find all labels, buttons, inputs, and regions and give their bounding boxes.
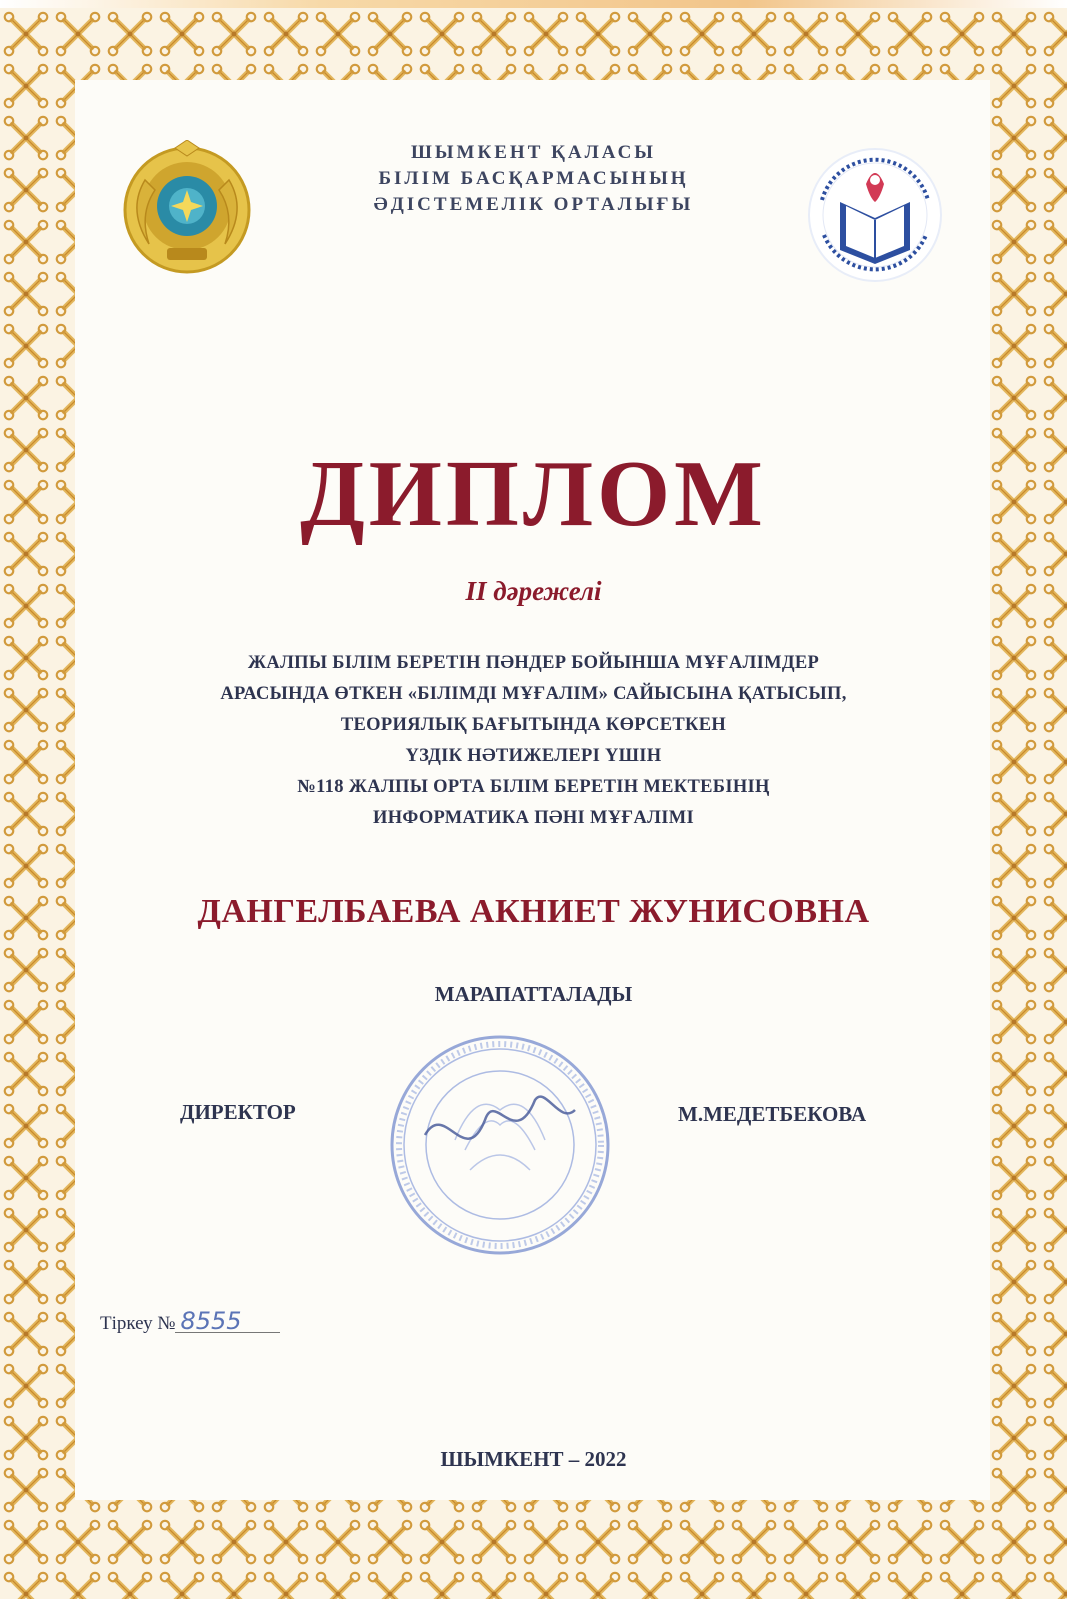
degree-label: ІІ дәрежелі bbox=[465, 576, 602, 606]
registration-field bbox=[100, 1307, 280, 1335]
registration-label: Тіркеу № bbox=[100, 1313, 176, 1334]
reason-line-4: ҮЗДІК НӘТИЖЕЛЕРІ ҮШІН bbox=[405, 746, 662, 766]
reason-line-2: АРАСЫНДА ӨТКЕН «БІЛІМДІ МҰҒАЛІМ» САЙЫСЫНА ҚАТЫСЫП, bbox=[220, 684, 847, 704]
reason-line-1: ЖАЛПЫ БІЛІМ БЕРЕТІН ПӘНДЕР БОЙЫНША МҰҒАЛІМДЕР bbox=[247, 653, 820, 673]
signatory-name: М.МЕДЕТБЕКОВА bbox=[678, 1102, 867, 1126]
methodical-center-book-logo-icon bbox=[800, 140, 950, 290]
registration-number: 8555 bbox=[175, 1310, 280, 1333]
place-and-year: ШЫМКЕНТ – 2022 bbox=[440, 1447, 627, 1471]
round-stamp-with-signature-icon bbox=[385, 1030, 615, 1260]
top-edge-strip bbox=[0, 0, 1067, 8]
recipient-name: ДАНГЕЛБАЕВА АКНИЕТ ЖУНИСОВНА bbox=[197, 893, 870, 930]
award-reason bbox=[0, 648, 1067, 834]
reason-line-6: ИНФОРМАТИКА ПӘНІ МҰҒАЛІМІ bbox=[373, 808, 694, 828]
director-label: ДИРЕКТОР bbox=[180, 1100, 296, 1124]
diploma-title: ДИПЛОМ bbox=[300, 442, 767, 546]
issuer-line-1: ШЫМКЕНТ ҚАЛАСЫ bbox=[411, 142, 656, 163]
issuer-line-3: ӘДІСТЕМЕЛІК ОРТАЛЫҒЫ bbox=[373, 194, 694, 215]
reason-line-3: ТЕОРИЯЛЫҚ БАҒЫТЫНДА КӨРСЕТКЕН bbox=[340, 715, 727, 735]
award-verb: МАРАПАТТАЛАДЫ bbox=[434, 982, 633, 1006]
reason-line-5: №118 ЖАЛПЫ ОРТА БІЛІМ БЕРЕТІН МЕКТЕБІНІҢ bbox=[297, 777, 770, 797]
issuer-line-2: БІЛІМ БАСҚАРМАСЫНЫҢ bbox=[378, 168, 689, 189]
